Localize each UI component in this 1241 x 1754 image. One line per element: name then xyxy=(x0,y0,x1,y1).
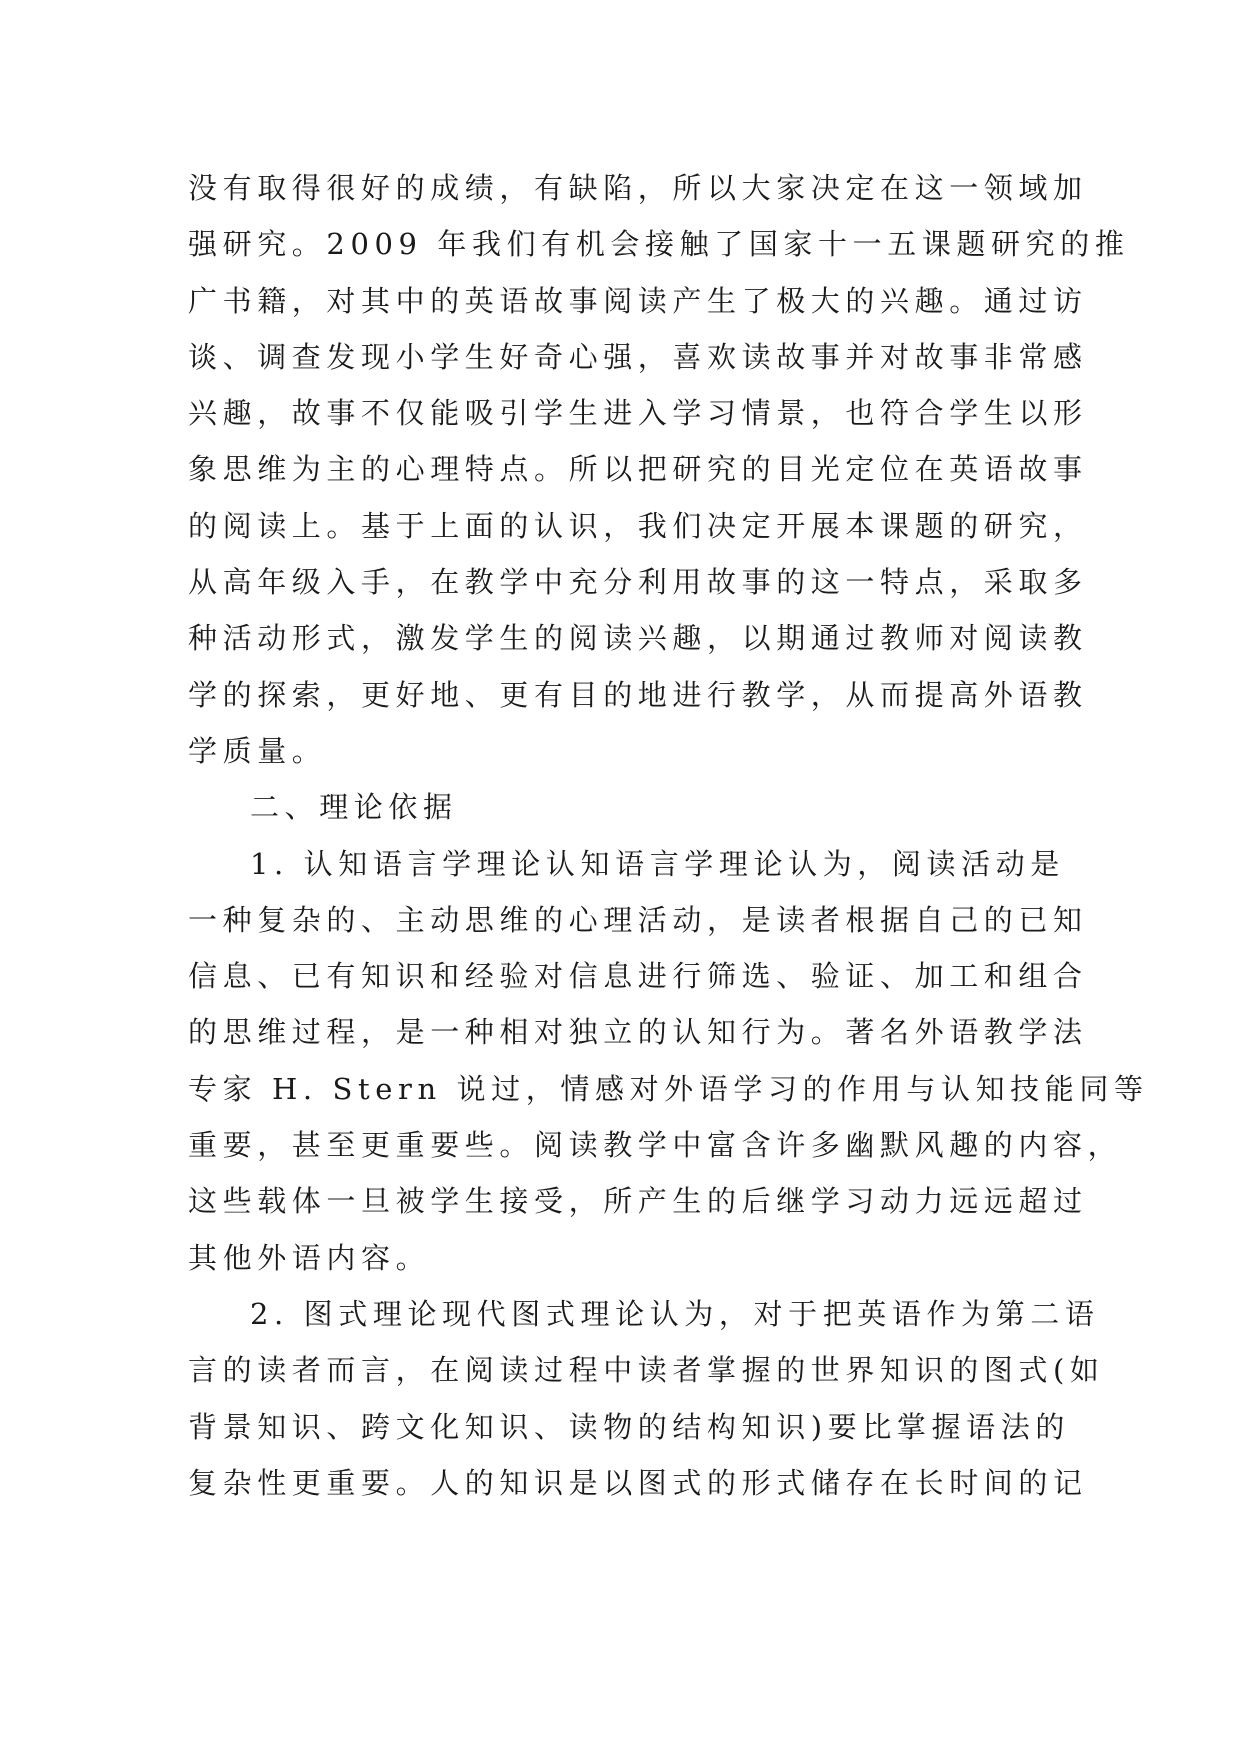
text-line: 复杂性更重要。人的知识是以图式的形式储存在长时间的记 xyxy=(188,1465,1088,1500)
text-line: 专家 H. Stern 说过，情感对外语学习的作用与认知技能同等 xyxy=(188,1071,1149,1106)
text-line: 强研究。2009 年我们有机会接触了国家十一五课题研究的推 xyxy=(188,227,1130,262)
text-line: 言的读者而言，在阅读过程中读者掌握的世界知识的图式(如 xyxy=(188,1353,1105,1388)
text-line: 其他外语内容。 xyxy=(188,1240,431,1275)
text-line: 象思维为主的心理特点。所以把研究的目光定位在英语故事 xyxy=(188,452,1088,487)
text-line: 谈、调查发现小学生好奇心强，喜欢读故事并对故事非常感 xyxy=(188,339,1088,374)
text-line: 重要，甚至更重要些。阅读教学中富含许多幽默风趣的内容， xyxy=(188,1128,1123,1163)
text-line: 从高年级入手，在教学中充分利用故事的这一特点，采取多 xyxy=(188,565,1088,600)
text-line: 兴趣，故事不仅能吸引学生进入学习情景，也符合学生以形 xyxy=(188,396,1088,431)
text-line: 的思维过程，是一种相对独立的认知行为。著名外语教学法 xyxy=(188,1015,1088,1050)
text-line: 2. 图式理论现代图式理论认为，对于把英语作为第二语 xyxy=(250,1296,1100,1331)
text-line: 广书籍，对其中的英语故事阅读产生了极大的兴趣。通过访 xyxy=(188,283,1088,318)
text-line: 学质量。 xyxy=(188,733,327,768)
body-text xyxy=(188,160,1149,1511)
text-line: 背景知识、跨文化知识、读物的结构知识)要比掌握语法的 xyxy=(188,1409,1070,1444)
section-heading: 二、理论依据 xyxy=(250,790,458,825)
text-line: 的阅读上。基于上面的认识，我们决定开展本课题的研究， xyxy=(188,508,1088,543)
text-line: 学的探索，更好地、更有目的地进行教学，从而提高外语教 xyxy=(188,677,1088,712)
text-line: 一种复杂的、主动思维的心理活动，是读者根据自己的已知 xyxy=(188,902,1088,937)
text-line: 信息、已有知识和经验对信息进行筛选、验证、加工和组合 xyxy=(188,959,1088,994)
text-line: 种活动形式，激发学生的阅读兴趣，以期通过教师对阅读教 xyxy=(188,621,1088,656)
text-line: 没有取得很好的成绩，有缺陷，所以大家决定在这一领域加 xyxy=(188,171,1088,205)
text-line: 这些载体一旦被学生接受，所产生的后继学习动力远远超过 xyxy=(188,1184,1088,1219)
text-line: 1. 认知语言学理论认知语言学理论认为，阅读活动是 xyxy=(250,846,1065,881)
